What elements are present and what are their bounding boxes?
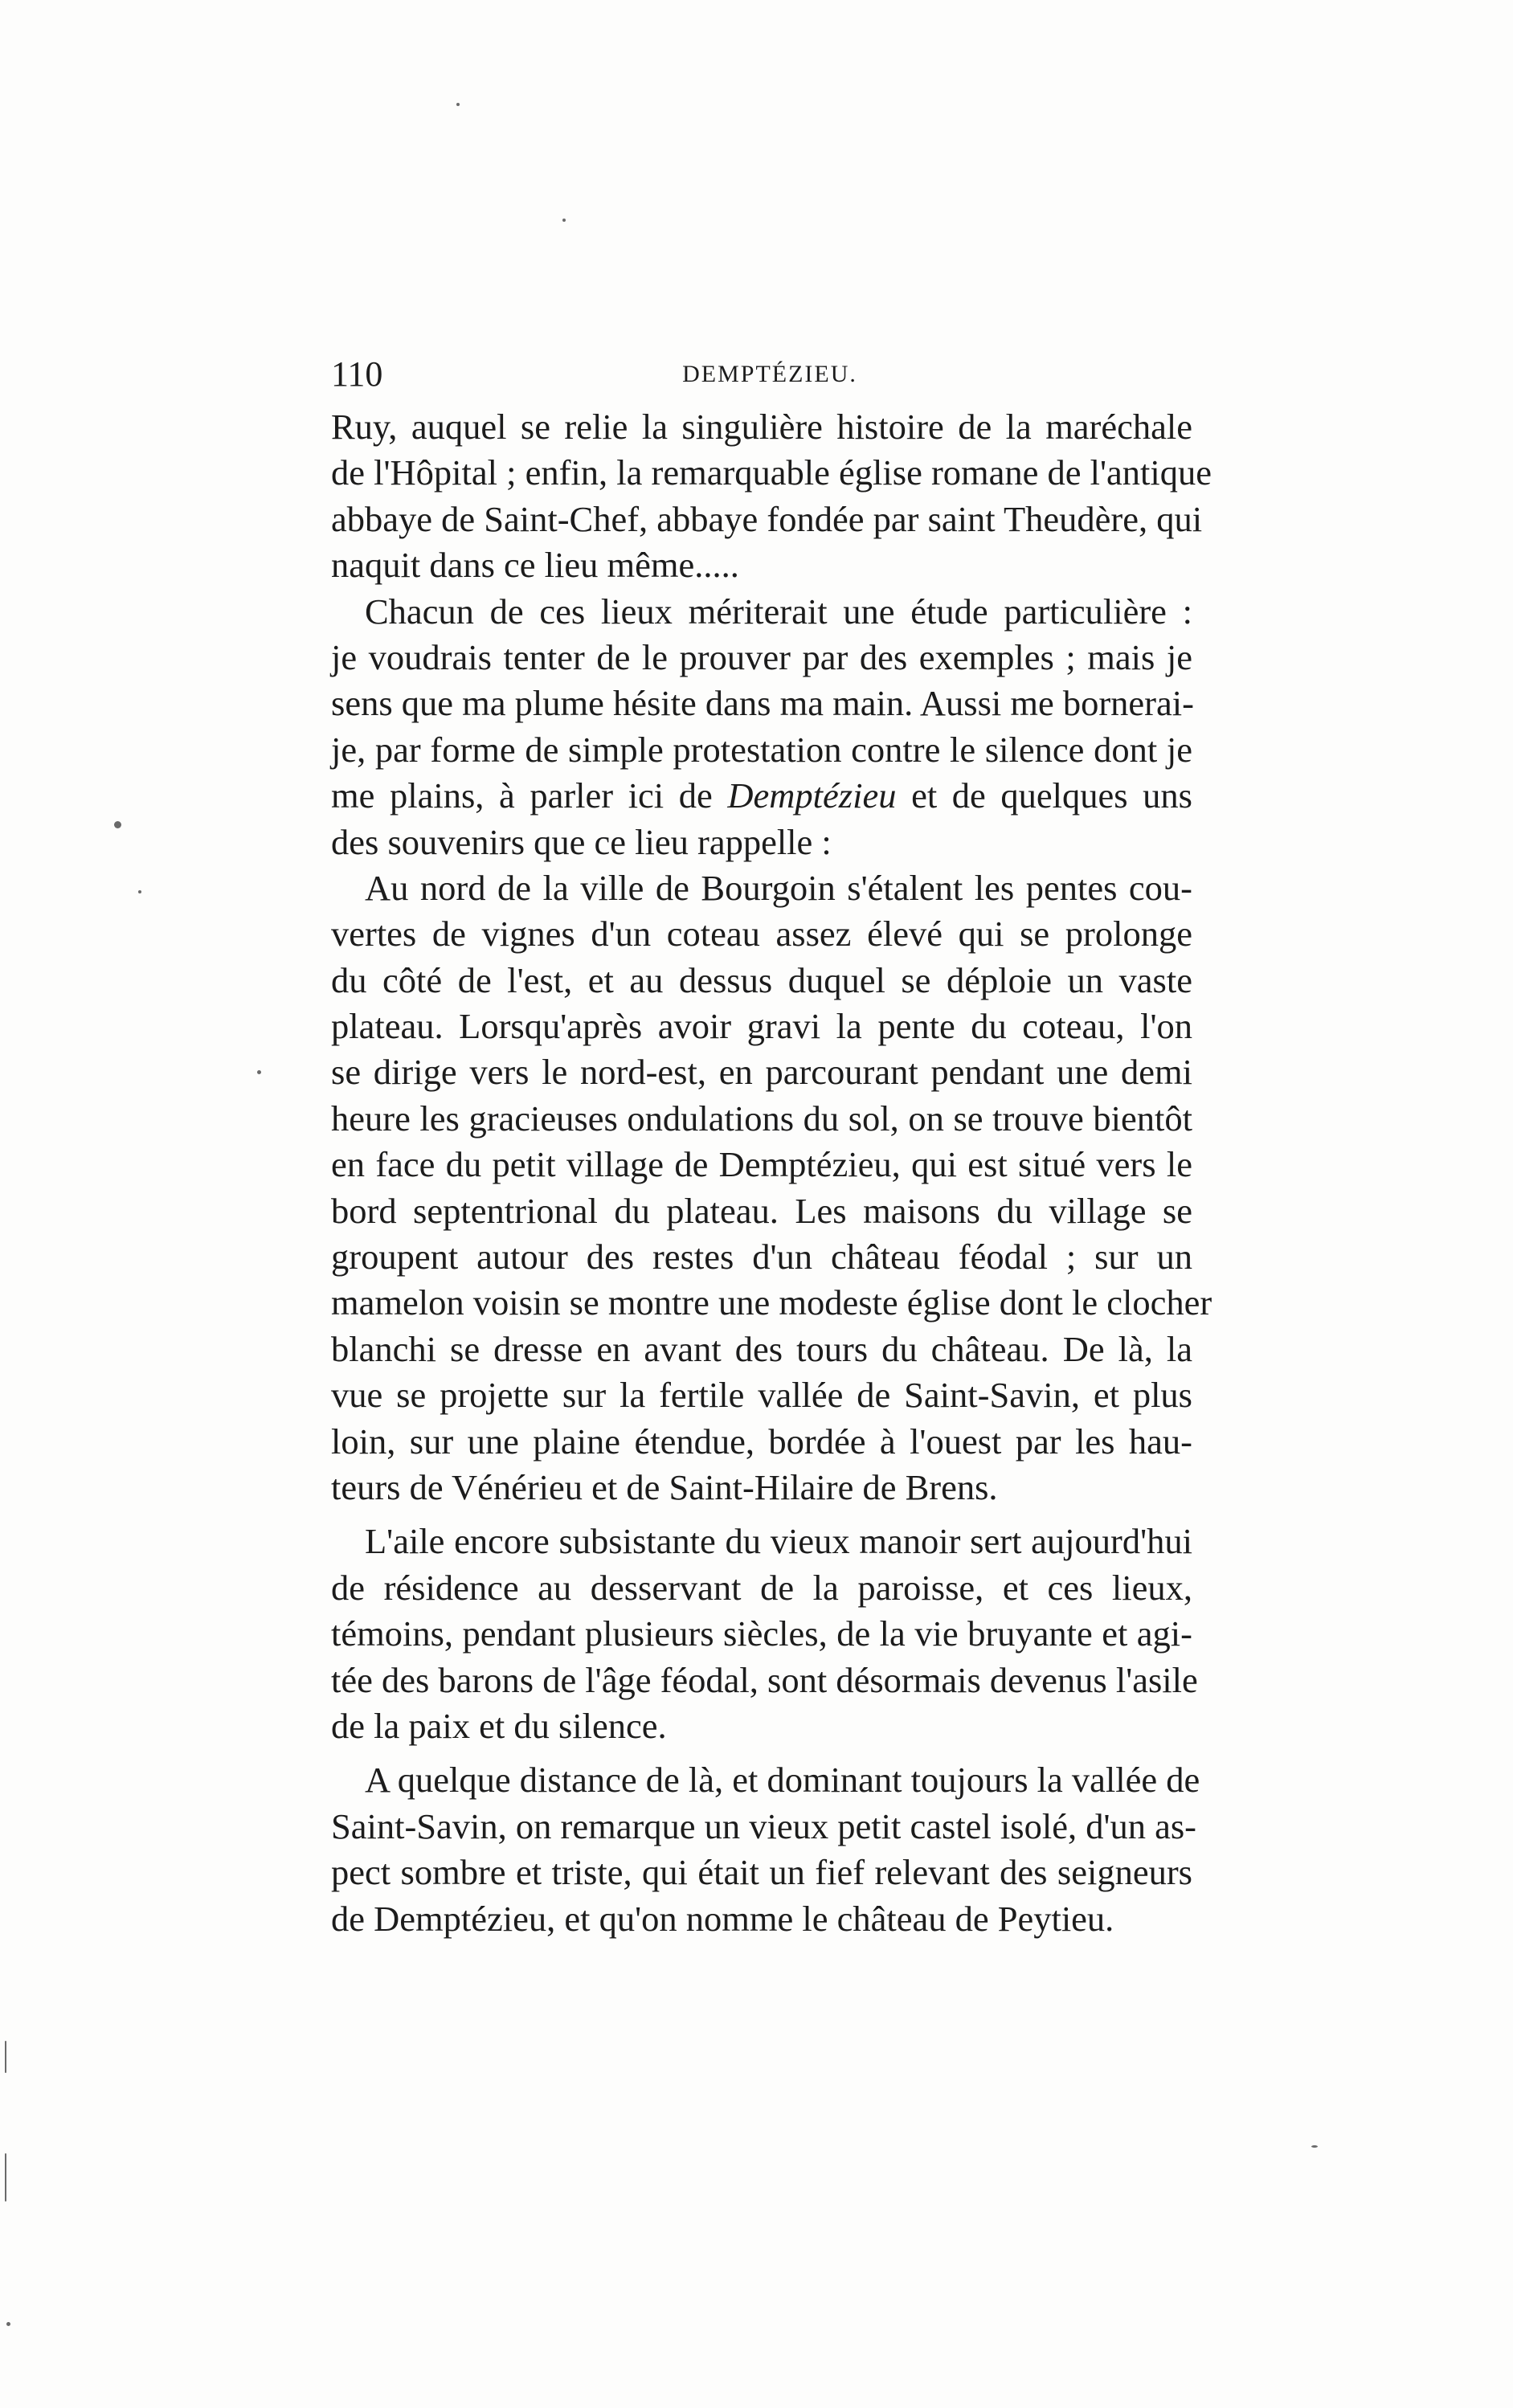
text-line: je, par forme de simple protestation contre le silence dont je: [331, 729, 1192, 770]
scan-speck: [6, 2322, 10, 2326]
text-line: plateau. Lorsqu'après avoir gravi la pente du coteau, l'on: [331, 1006, 1192, 1047]
text-line: Ruy, auquel se relie la singulière histoire de la maréchale: [331, 407, 1192, 447]
text-line: Chacun de ces lieux mériterait une étude particulière :: [365, 591, 1192, 632]
body-text: [331, 404, 1212, 1942]
paragraph-continuation: [331, 404, 1212, 589]
text-line: sens que ma plume hésite dans ma main. Aussi me bornerai-: [331, 683, 1194, 724]
paragraph: [331, 1519, 1198, 1749]
text-line: A quelque distance de là, et dominant toujours la vallée de: [365, 1760, 1200, 1801]
page-number: 110: [331, 354, 383, 394]
text-line: en face du petit village de Demptézieu, qui est situé vers le: [331, 1144, 1192, 1185]
text-line: de Demptézieu, et qu'on nomme le château de Peytieu.: [331, 1898, 1114, 1939]
running-title: DEMPTÉZIEU.: [682, 361, 857, 387]
text-line: bord septentrional du plateau. Les maisons du village se: [331, 1190, 1192, 1231]
paragraph: [331, 589, 1192, 865]
italic-place-name: Demptézieu: [727, 775, 897, 816]
text-line: L'aile encore subsistante du vieux manoir sert aujourd'hui: [365, 1521, 1192, 1562]
text-line: vue se projette sur la fertile vallée de Saint-Savin, et plus: [331, 1375, 1192, 1416]
text-line: vertes de vignes d'un coteau assez élevé qui se prolonge: [331, 914, 1192, 955]
text-line: de la paix et du silence.: [331, 1705, 667, 1746]
text-line: naquit dans ce lieu même.....: [331, 545, 739, 586]
text-line: témoins, pendant plusieurs siècles, de la vie bruyante et agi-: [331, 1613, 1192, 1654]
text-line: Saint-Savin, on remarque un vieux petit castel isolé, d'un as-: [331, 1805, 1196, 1846]
scan-speck: [456, 103, 460, 106]
text-line: abbaye de Saint-Chef, abbaye fondée par saint Theudère, qui: [331, 498, 1203, 539]
text-run: et de quelques uns: [896, 775, 1192, 816]
text-line: heure les gracieuses ondulations du sol, on se trouve bientôt: [331, 1098, 1192, 1139]
text-line: pect sombre et triste, qui était un fief relevant des seigneurs: [331, 1852, 1192, 1893]
text-line: blanchi se dresse en avant des tours du château. De là, la: [331, 1328, 1192, 1369]
text-line: de résidence au desservant de la paroisse, et ces lieux,: [331, 1567, 1192, 1608]
text-line: tée des barons de l'âge féodal, sont désormais devenus l'asile: [331, 1659, 1198, 1700]
text-line: loin, sur une plaine étendue, bordée à l'ouest par les hau-: [331, 1421, 1192, 1462]
scan-speck: [562, 219, 566, 222]
paragraph: [331, 1757, 1200, 1942]
scan-speck: [138, 890, 141, 893]
text-line: groupent autour des restes d'un château féodal ; sur un: [331, 1237, 1192, 1278]
scan-speck: [257, 1070, 261, 1074]
text-line-with-italic: [331, 773, 1192, 819]
text-line: de l'Hôpital ; enfin, la remarquable église romane de l'antique: [331, 452, 1212, 493]
scan-speck: [5, 2153, 6, 2202]
paragraph: [331, 865, 1212, 1511]
scan-speck: [5, 2041, 6, 2073]
running-head: [331, 350, 1192, 399]
text-line: se dirige vers le nord-est, en parcourant pendant une demi: [331, 1052, 1192, 1093]
scan-speck: [1311, 2145, 1318, 2148]
text-run: me plains, à parler ici de: [331, 775, 728, 816]
text-line: des souvenirs que ce lieu rappelle :: [331, 821, 832, 862]
text-line: Au nord de la ville de Bourgoin s'étalent les pentes cou-: [365, 867, 1192, 908]
text-line: je voudrais tenter de le prouver par des exemples ; mais je: [331, 636, 1192, 677]
scan-speck: [114, 821, 121, 828]
text-line: mamelon voisin se montre une modeste église dont le clocher: [331, 1282, 1212, 1323]
text-line: teurs de Vénérieu et de Saint-Hilaire de Brens.: [331, 1466, 998, 1507]
text-line: du côté de l'est, et au dessus duquel se déploie un vaste: [331, 959, 1192, 1000]
